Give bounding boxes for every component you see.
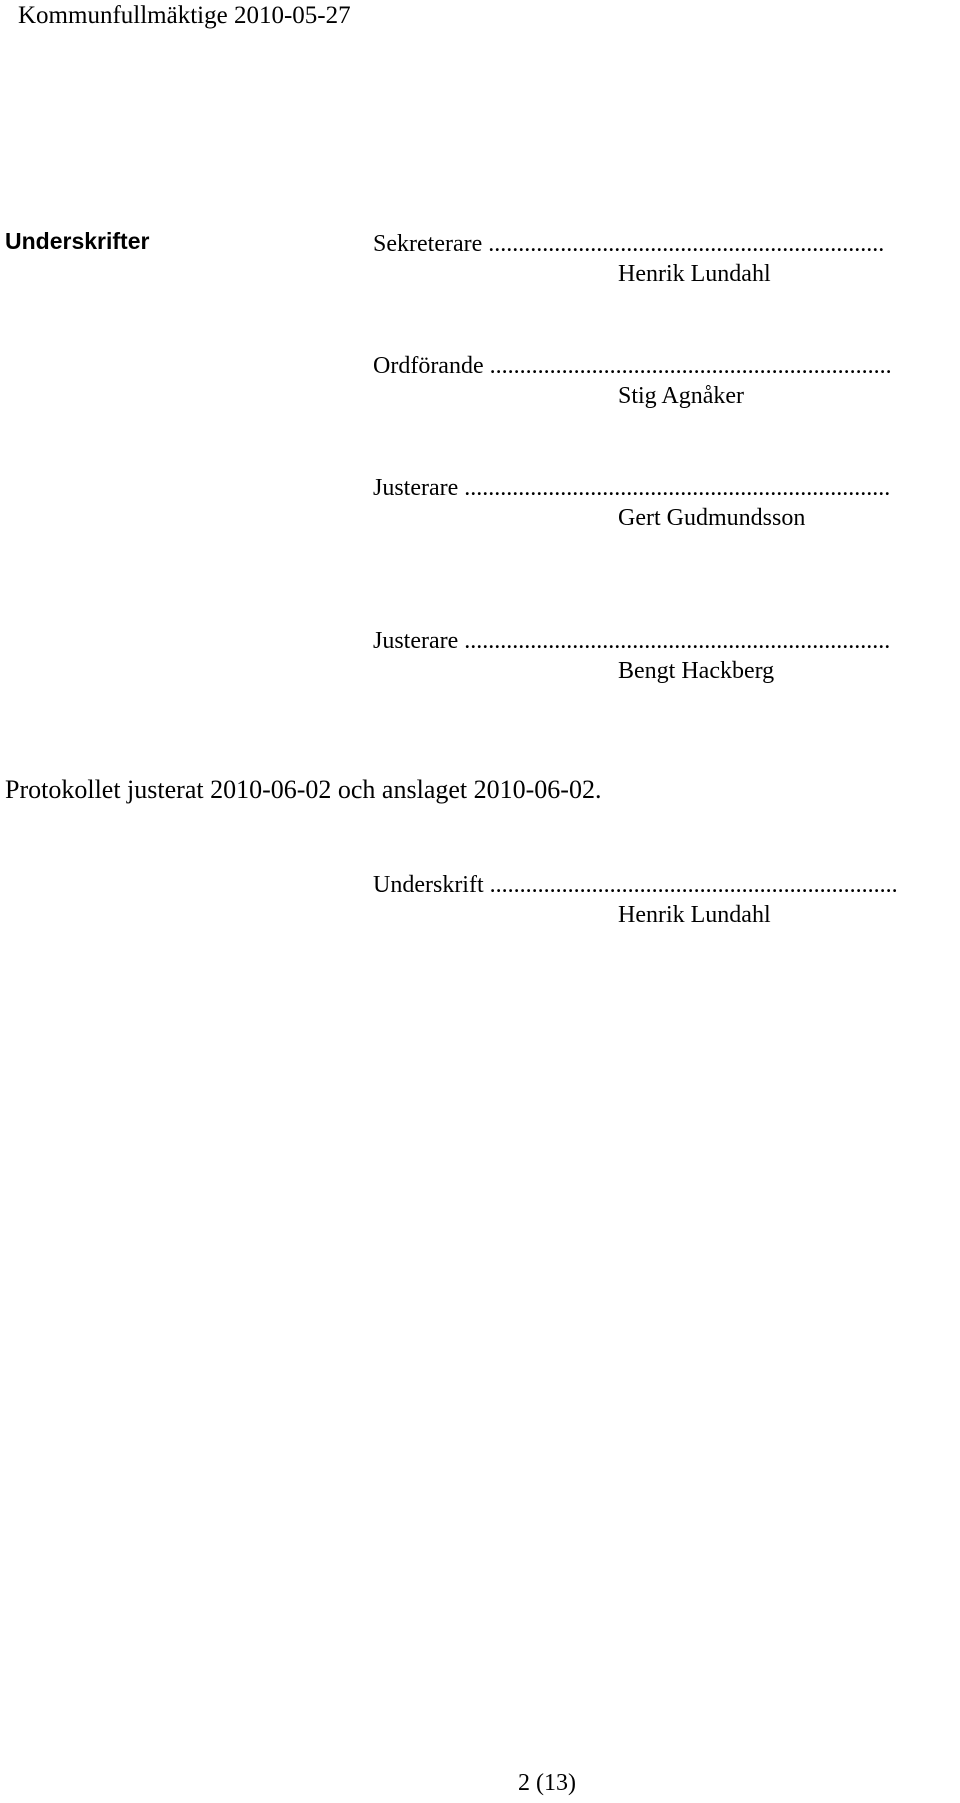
chairman-name: Stig Agnåker <box>618 383 744 409</box>
adjuster-2-name: Bengt Hackberg <box>618 658 775 684</box>
protocol-adjusted-note: Protokollet justerat 2010-06-02 och anslaget 2010-06-02. <box>5 775 602 804</box>
document-header-title: Kommunfullmäktige 2010-05-27 <box>18 2 351 29</box>
secretary-name: Henrik Lundahl <box>618 261 771 287</box>
adjuster-1-name: Gert Gudmundsson <box>618 505 806 531</box>
signatures-heading: Underskrifter <box>5 228 150 254</box>
certification-name: Henrik Lundahl <box>618 902 771 928</box>
adjuster-2-signature-line: Justerare ....................................................................... <box>373 628 891 654</box>
certification-signature-line: Underskrift .................................................................... <box>373 872 898 898</box>
page-number: 2 (13) <box>518 1770 576 1796</box>
chairman-signature-line: Ordförande ................................................................... <box>373 353 892 379</box>
secretary-signature-line: Sekreterare .................................................................. <box>373 231 885 257</box>
adjuster-1-signature-line: Justerare ....................................................................... <box>373 475 891 501</box>
